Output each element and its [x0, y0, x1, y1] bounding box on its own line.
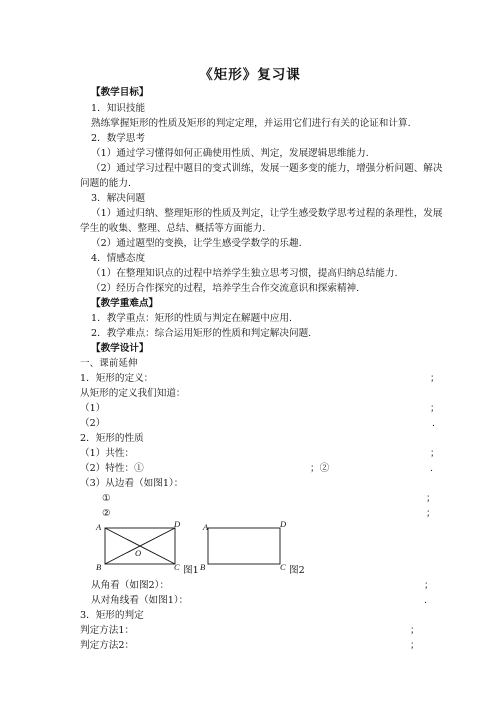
judgement-method-1: 判定方法1： — [80, 625, 135, 636]
judgement-method-2: 判定方法2： — [80, 640, 135, 651]
definition-end-mark: ； — [430, 373, 440, 384]
diagonals-end-mark: . — [424, 595, 428, 606]
design-header: 【教学设计】 — [91, 343, 149, 354]
figure-2-caption: 图2 — [289, 565, 305, 576]
objective-knowledge-title: 1．知识技能 — [91, 103, 146, 114]
edge-item-1: ① — [102, 493, 111, 504]
property-special: （2）特性：① — [80, 463, 144, 474]
edge-item-2: ② — [102, 508, 111, 519]
common-end-mark: ； — [430, 448, 440, 459]
figure-2-rectangle — [205, 520, 285, 572]
objective-thinking-1: （1）通过学习懂得如何正确使用性质、判定，发展逻辑思维能力. — [91, 148, 369, 159]
keypoint-focus: 1．教学重点：矩形的性质与判定在解题中应用. — [91, 313, 293, 324]
property-diagonals: 从对角线看（如图1）： — [91, 595, 189, 606]
rectangle-properties: 2．矩形的性质 — [80, 433, 144, 444]
objective-emotion-1: （1）在整理知识点的过程中培养学生独立思考习惯，提高归纳总结能力. — [91, 268, 398, 279]
objective-problem-1b: 学生的收集、整理、总结、概括等方面能力. — [80, 223, 266, 234]
fig2-label-b: B — [200, 562, 206, 572]
item1-end-mark: ； — [430, 403, 440, 414]
fig2-label-c: C — [280, 562, 286, 572]
angles-end-mark: ； — [424, 580, 434, 591]
objective-thinking-title: 2．数学思考 — [91, 133, 146, 144]
objective-problem-2: （2）通过题型的变换，让学生感受学数学的乐趣. — [91, 238, 302, 249]
objective-emotion-2: （2）经历合作探究的过程，培养学生合作交流意识和探索精神. — [91, 283, 360, 294]
fig1-label-b: B — [96, 562, 102, 572]
keypoints-header: 【教学重难点】 — [91, 298, 159, 309]
objective-problem-1a: （1）通过归纳、整理矩形的性质及判定，让学生感受数学思考过程的条理性，发展 — [91, 208, 443, 219]
document-title: 《矩形》复习课 — [199, 67, 301, 83]
figure-2-rect — [208, 528, 280, 564]
fig1-label-a: A — [96, 522, 102, 532]
fig2-label-a: A — [203, 522, 209, 532]
keypoint-difficulty: 2．教学难点：综合运用矩形的性质和判定解决问题. — [91, 328, 312, 339]
edge2-end-mark: ； — [426, 508, 436, 519]
objective-thinking-2b: 问题的能力. — [80, 178, 132, 189]
rectangle-definition: 1．矩形的定义： — [80, 373, 154, 384]
special-end-mark: . — [430, 463, 434, 474]
objective-thinking-2a: （2）通过学习过程中题目的变式训练，发展一题多变的能力，增强分析问题、解决 — [91, 163, 443, 174]
objective-emotion-title: 4．情感态度 — [91, 253, 146, 264]
rectangle-judgement: 3．矩形的判定 — [80, 610, 144, 621]
method2-end-mark: ； — [410, 640, 420, 651]
from-definition: 从矩形的定义我们知道： — [80, 388, 186, 399]
fig2-label-d: D — [280, 519, 287, 529]
objective-problem-title: 3．解决问题 — [91, 193, 146, 204]
design-part1: 一、课前延伸 — [80, 358, 138, 369]
definition-item-1: （1） — [80, 403, 106, 414]
figure-1-caption: 图1 — [183, 565, 199, 576]
property-common: （1）共性： — [80, 448, 135, 459]
property-angles: 从角看（如图2）： — [91, 580, 170, 591]
definition-item-2: （2） — [80, 418, 106, 429]
property-special-2: ；② — [310, 463, 330, 474]
fig1-label-d: D — [174, 519, 181, 529]
property-edges: （3）从边看（如图1）： — [80, 478, 184, 489]
objectives-header: 【教学目标】 — [91, 87, 149, 98]
objective-knowledge-text: 熟练掌握矩形的性质及矩形的判定定理，并运用它们进行有关的论证和计算. — [91, 118, 411, 129]
edge1-end-mark: ； — [426, 493, 436, 504]
fig1-label-c: C — [174, 562, 180, 572]
method1-end-mark: ； — [410, 625, 420, 636]
item2-end-mark: . — [432, 418, 436, 429]
fig1-label-o: O — [135, 548, 142, 558]
